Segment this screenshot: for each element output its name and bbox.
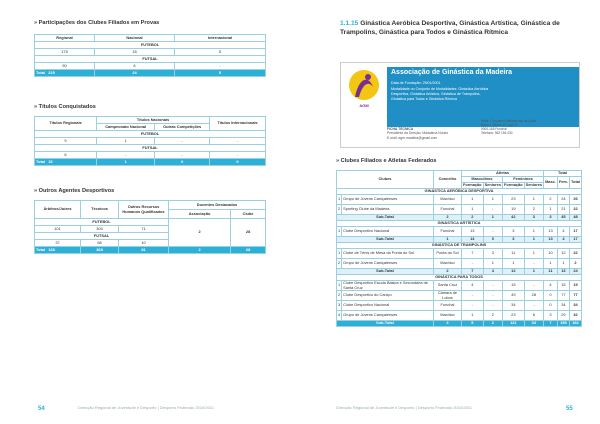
table-row (337, 195, 582, 205)
subtotal-cell: 34 (524, 321, 543, 327)
cell: - (461, 301, 483, 311)
total-row: Total 225 (35, 70, 95, 77)
col-arbitros: Árbitros/Juízes (35, 201, 81, 219)
subtotal-cell: 45 (557, 215, 569, 221)
contact-info: Sede: Complexo Habitacional da Ajuda Bloco 1, Bloco 1C Loja 17 9000-165 Funchal Telefone: 962 156 430 (481, 119, 537, 136)
col-docentes: Docentes Destacados (169, 201, 266, 210)
subtotal-cell: 5 (461, 321, 483, 327)
cell: 34 (569, 301, 581, 311)
subtotal-cell: Sub-Total (337, 269, 434, 275)
cell: 2 (524, 205, 543, 215)
cell: 23 (503, 195, 525, 205)
cell: - (524, 259, 543, 269)
cell: 23 (503, 311, 525, 321)
col-masc: Masc. (544, 177, 558, 189)
section-title-participacoes: » Participações dos Clubes Filiados em Provas (34, 20, 160, 26)
cell: 12 (557, 249, 569, 259)
titulos-table (34, 116, 266, 166)
club-name: Clube Desportivo Nacional (342, 227, 434, 237)
cell: 1 (544, 259, 558, 269)
cell: - (210, 138, 266, 145)
col-clube: Clube (231, 210, 266, 219)
cell: 3 (544, 311, 558, 321)
association-logo (345, 67, 383, 111)
subtotal-cell: 162 (569, 321, 581, 327)
cell: 1 (461, 195, 483, 205)
cell: 3 (337, 301, 342, 311)
cell: 0 (544, 301, 558, 311)
cell: 0 (210, 159, 266, 166)
club-name: Clube Desportivo Escola Básica e Secundária de Santa Cruz (342, 281, 434, 291)
col-campeonato-nacional: Campeonato Nacional (97, 124, 155, 131)
col-formacao-m: Formação (462, 182, 482, 188)
cell: 37 (35, 240, 81, 247)
cell: 175 (35, 49, 95, 56)
section-heading: 1.1.15 Ginástica Aeróbica Desportiva, Ginástica Artística, Ginástica de Trampolins, Ginástica para Todos e Ginástica Rítmica (340, 20, 560, 36)
subtotal-cell: 2 (433, 215, 461, 221)
subtotal-cell: 1 (524, 269, 543, 275)
cell: 368 (81, 247, 119, 254)
subtotal-cell: 4 (557, 237, 569, 243)
total-row: Total 138 (35, 247, 81, 254)
club-name: Clube Desportivo Nacional (342, 301, 434, 311)
cell: 10 (119, 240, 169, 247)
cell: 49 (503, 291, 525, 301)
table-row (337, 249, 582, 259)
col-seniores-f: Seniores (525, 182, 543, 188)
band-futebol: FUTEBOL (35, 42, 266, 49)
col-titulos-nacionais: Títulos Nacionais (97, 117, 210, 124)
concelho: Santa Cruz (433, 281, 461, 291)
concelho: Funchal (433, 227, 461, 237)
page-number: 54 (38, 406, 45, 412)
section-title-outros-agentes: » Outros Agentes Desportivos (34, 188, 115, 194)
cell: 2 (169, 247, 231, 254)
cell: 2 (337, 259, 342, 269)
cell: 1 (503, 259, 525, 269)
cell: 19 (569, 281, 581, 291)
cell: 4 (557, 227, 569, 237)
col-atletas: Atletas (461, 171, 543, 177)
cell: 2 (569, 259, 581, 269)
cell: 1 (461, 311, 483, 321)
cell: 24 (95, 70, 175, 77)
total-row: Total 15 (35, 159, 97, 166)
col-associacao: Associação (169, 210, 231, 219)
cell: 19 (503, 205, 525, 215)
col-regional: Regional (35, 35, 95, 42)
cell: - (483, 281, 502, 291)
cell: 0 (544, 291, 558, 301)
cell: 1 (557, 259, 569, 269)
subtotal-cell: Sub-Total (337, 215, 434, 221)
col-nacional: Nacional (95, 35, 175, 42)
cell: 101 (35, 226, 81, 233)
association-name: Associação de Ginástica da Madeira (391, 69, 512, 76)
cell: 1 (524, 195, 543, 205)
cell: 6 (524, 311, 543, 321)
cell: 3 (483, 249, 502, 259)
table-row (337, 205, 582, 215)
subtotal-cell: 1 (524, 237, 543, 243)
subtotal-cell: 2 (483, 321, 502, 327)
subtotal-cell: 13 (461, 237, 483, 243)
subtotal-cell: 4 (483, 269, 502, 275)
col-clubes: Clubes (337, 171, 434, 189)
cell: 4 (337, 311, 342, 321)
cell: 4 (461, 281, 483, 291)
subtotal-cell: 121 (503, 321, 525, 327)
section-title-titulos: » Títulos Conquistados (34, 104, 96, 110)
cell: 32 (569, 311, 581, 321)
clubes-table (336, 170, 582, 327)
participacoes-table (34, 34, 266, 77)
table-row (337, 259, 582, 269)
page-footer: Direcção Regional de Juventude e Desporto | Desporto Federado 2010/2011 (78, 405, 214, 410)
band-futsal: FUTSAL (35, 145, 266, 152)
club-name: Sporting Clube da Madeira (342, 205, 434, 215)
group-band: GINÁSTICA DE TRAMPOLINS (337, 243, 582, 249)
cell: - (483, 301, 502, 311)
cell: - (97, 152, 155, 159)
subtotal-cell: 1 (433, 237, 461, 243)
cell: 81 (119, 247, 169, 254)
cell: 1 (337, 249, 342, 259)
band-futsal: FUTSAL (35, 233, 169, 240)
concelho: Machico (433, 311, 461, 321)
cell: 5 (175, 70, 266, 77)
card-line: Data de Fundação: 25/01/2001 (391, 81, 441, 85)
logo-caption: AGM (359, 103, 369, 108)
cell: 1 (97, 159, 155, 166)
subtotal-cell: 3 (544, 215, 558, 221)
subtotal-cell: 155 (557, 321, 569, 327)
cell: 5 (175, 49, 266, 56)
club-name: Clube de Ténis de Mesa da Ponta do Sol (342, 249, 434, 259)
ficha-tecnica: FICHA TÉCNICA Presidente da Direção: Madalena Nunes E-mail: agm.madeira@gmail.com (387, 127, 449, 140)
page-number: 55 (566, 406, 573, 412)
cell: 6 (95, 63, 175, 70)
cell: 2 (337, 291, 342, 301)
cell: 77 (569, 291, 581, 301)
agentes-table (34, 200, 266, 254)
cell: 34 (503, 301, 525, 311)
cell: - (175, 63, 266, 70)
col-fem: Fem. (557, 177, 569, 189)
group-band: GINÁSTICA ARTÍSTICA (337, 221, 582, 227)
subtotal-cell: 7 (461, 269, 483, 275)
cell: - (155, 138, 210, 145)
card-line: Desportiva, Ginástica Artística, Ginástica de Trampolins, (391, 92, 481, 96)
subtotal-cell: Sub-Total (337, 321, 434, 327)
cell: 68 (81, 240, 119, 247)
concelho: Machico (433, 259, 461, 269)
col-outros-rh: Outros Recursos Humanos Qualificados (119, 201, 169, 219)
cell: 1 (337, 195, 342, 205)
group-band: GINÁSTICA PARA TODOS (337, 275, 582, 281)
subtotal-cell: 4 (433, 321, 461, 327)
cell: - (155, 152, 210, 159)
subtotal-cell: 12 (503, 269, 525, 275)
subtotal-cell: 11 (544, 269, 558, 275)
subtotal-cell: 48 (569, 215, 581, 221)
cell: 26 (569, 195, 581, 205)
cell: 1 (524, 249, 543, 259)
page-footer: Direcção Regional de Juventude e Desporto | Desporto Federado 2010/2011 (336, 405, 472, 410)
col-total: Total (544, 171, 582, 177)
cell: - (483, 205, 502, 215)
col-tot: Total (569, 177, 581, 189)
subtotal-cell: 42 (503, 215, 525, 221)
group-band: GINÁSTICA AERÓBICA DESPORTIVA (337, 189, 582, 195)
cell: - (524, 281, 543, 291)
col-femininos: Femininos (503, 177, 544, 183)
cell: - (461, 291, 483, 301)
cell: 2 (169, 219, 231, 247)
cell: 22 (569, 249, 581, 259)
cell: 29 (557, 311, 569, 321)
club-name: Grupo de Jovens Caniçalenses (342, 311, 434, 321)
cell: 34 (557, 301, 569, 311)
cell: 1 (483, 259, 502, 269)
cell: 7 (461, 249, 483, 259)
cell: - (210, 152, 266, 159)
cell: 18 (95, 49, 175, 56)
club-name: Grupo de Jovens Caniçalenses (342, 195, 434, 205)
concelho: Machico (433, 195, 461, 205)
subtotal-cell: 24 (569, 269, 581, 275)
cell: 1 (483, 195, 502, 205)
cell: 2 (483, 311, 502, 321)
cell: 50 (35, 63, 95, 70)
section-title-clubes: » Clubes Filiados e Atletas Federados (336, 158, 437, 164)
cell: 15 (557, 281, 569, 291)
table-row (337, 311, 582, 321)
cell: 21 (557, 205, 569, 215)
cell: 6 (35, 152, 97, 159)
subtotal-cell: 0 (483, 237, 502, 243)
table-row (337, 281, 582, 291)
cell: 4 (544, 281, 558, 291)
right-page (300, 0, 600, 424)
col-titulos-internacionais: Títulos Internacionais (210, 117, 266, 131)
cell: 1 (337, 227, 342, 237)
col-formacao-f: Formação (504, 182, 523, 188)
cell: 77 (557, 291, 569, 301)
cell: 10 (544, 249, 558, 259)
cell: 1 (524, 227, 543, 237)
col-concelho: Concelho (433, 171, 461, 189)
subtotal-cell: 3 (503, 237, 525, 243)
cell: 2 (337, 205, 342, 215)
subtotal-cell: 17 (569, 237, 581, 243)
subtotal-cell: 2 (461, 215, 483, 221)
subtotal-cell: 1 (483, 215, 502, 221)
table-row (337, 227, 582, 237)
subtotal-cell: 7 (544, 321, 558, 327)
band-futebol: FUTEBOL (35, 131, 266, 138)
cell: 17 (569, 227, 581, 237)
col-outras-competicoes: Outras Competições (155, 124, 210, 131)
concelho: Câmara de Lobos (433, 291, 461, 301)
cell: 28 (524, 291, 543, 301)
subtotal-cell: Sub-Total (337, 237, 434, 243)
cell: 24 (557, 195, 569, 205)
col-internacional: Internacional (175, 35, 266, 42)
band-futebol: FUTEBOL (35, 219, 169, 226)
cell: 28 (231, 219, 266, 247)
cell: 71 (119, 226, 169, 233)
cell: 300 (81, 226, 119, 233)
association-card (340, 62, 580, 148)
cell: 13 (461, 227, 483, 237)
concelho: Funchal (433, 301, 461, 311)
table-row (337, 301, 582, 311)
band-futsal: FUTSAL (35, 56, 266, 63)
cell: 1 (461, 205, 483, 215)
table-row (337, 291, 582, 301)
cell: 1 (337, 281, 342, 291)
cell: - (483, 291, 502, 301)
association-header (387, 67, 579, 127)
cell: - (483, 227, 502, 237)
cell: 28 (231, 247, 266, 254)
cell: 1 (544, 205, 558, 215)
card-line: Ginástica para Todos e Ginástica Rítmica (391, 97, 457, 101)
club-name: Grupo de Jovens Caniçalenses (342, 259, 434, 269)
card-line: Modalidade ou Conjunto de Modalidades: Ginástica Aeróbica (391, 87, 489, 91)
cell: 13 (544, 227, 558, 237)
subtotal-cell: 2 (433, 269, 461, 275)
club-name: Clube Desportivo do Caniço (342, 291, 434, 301)
cell: 2 (544, 195, 558, 205)
col-tecnicos: Técnicos (81, 201, 119, 219)
cell: 1 (97, 138, 155, 145)
cell: 15 (503, 281, 525, 291)
subtotal-cell: 3 (524, 215, 543, 221)
concelho: Funchal (433, 205, 461, 215)
cell: 3 (503, 227, 525, 237)
col-seniores-m: Seniores (484, 182, 502, 188)
subtotal-cell: 13 (557, 269, 569, 275)
concelho: Ponta do Sol (433, 249, 461, 259)
cell: 9 (35, 138, 97, 145)
cell: - (461, 259, 483, 269)
col-masculinos: Masculinos (461, 177, 502, 183)
col-titulos-regionais: Títulos Regionais (35, 117, 97, 131)
subtotal-cell: 13 (544, 237, 558, 243)
cell: 11 (503, 249, 525, 259)
cell: 0 (155, 159, 210, 166)
cell: - (524, 301, 543, 311)
cell: 22 (569, 205, 581, 215)
